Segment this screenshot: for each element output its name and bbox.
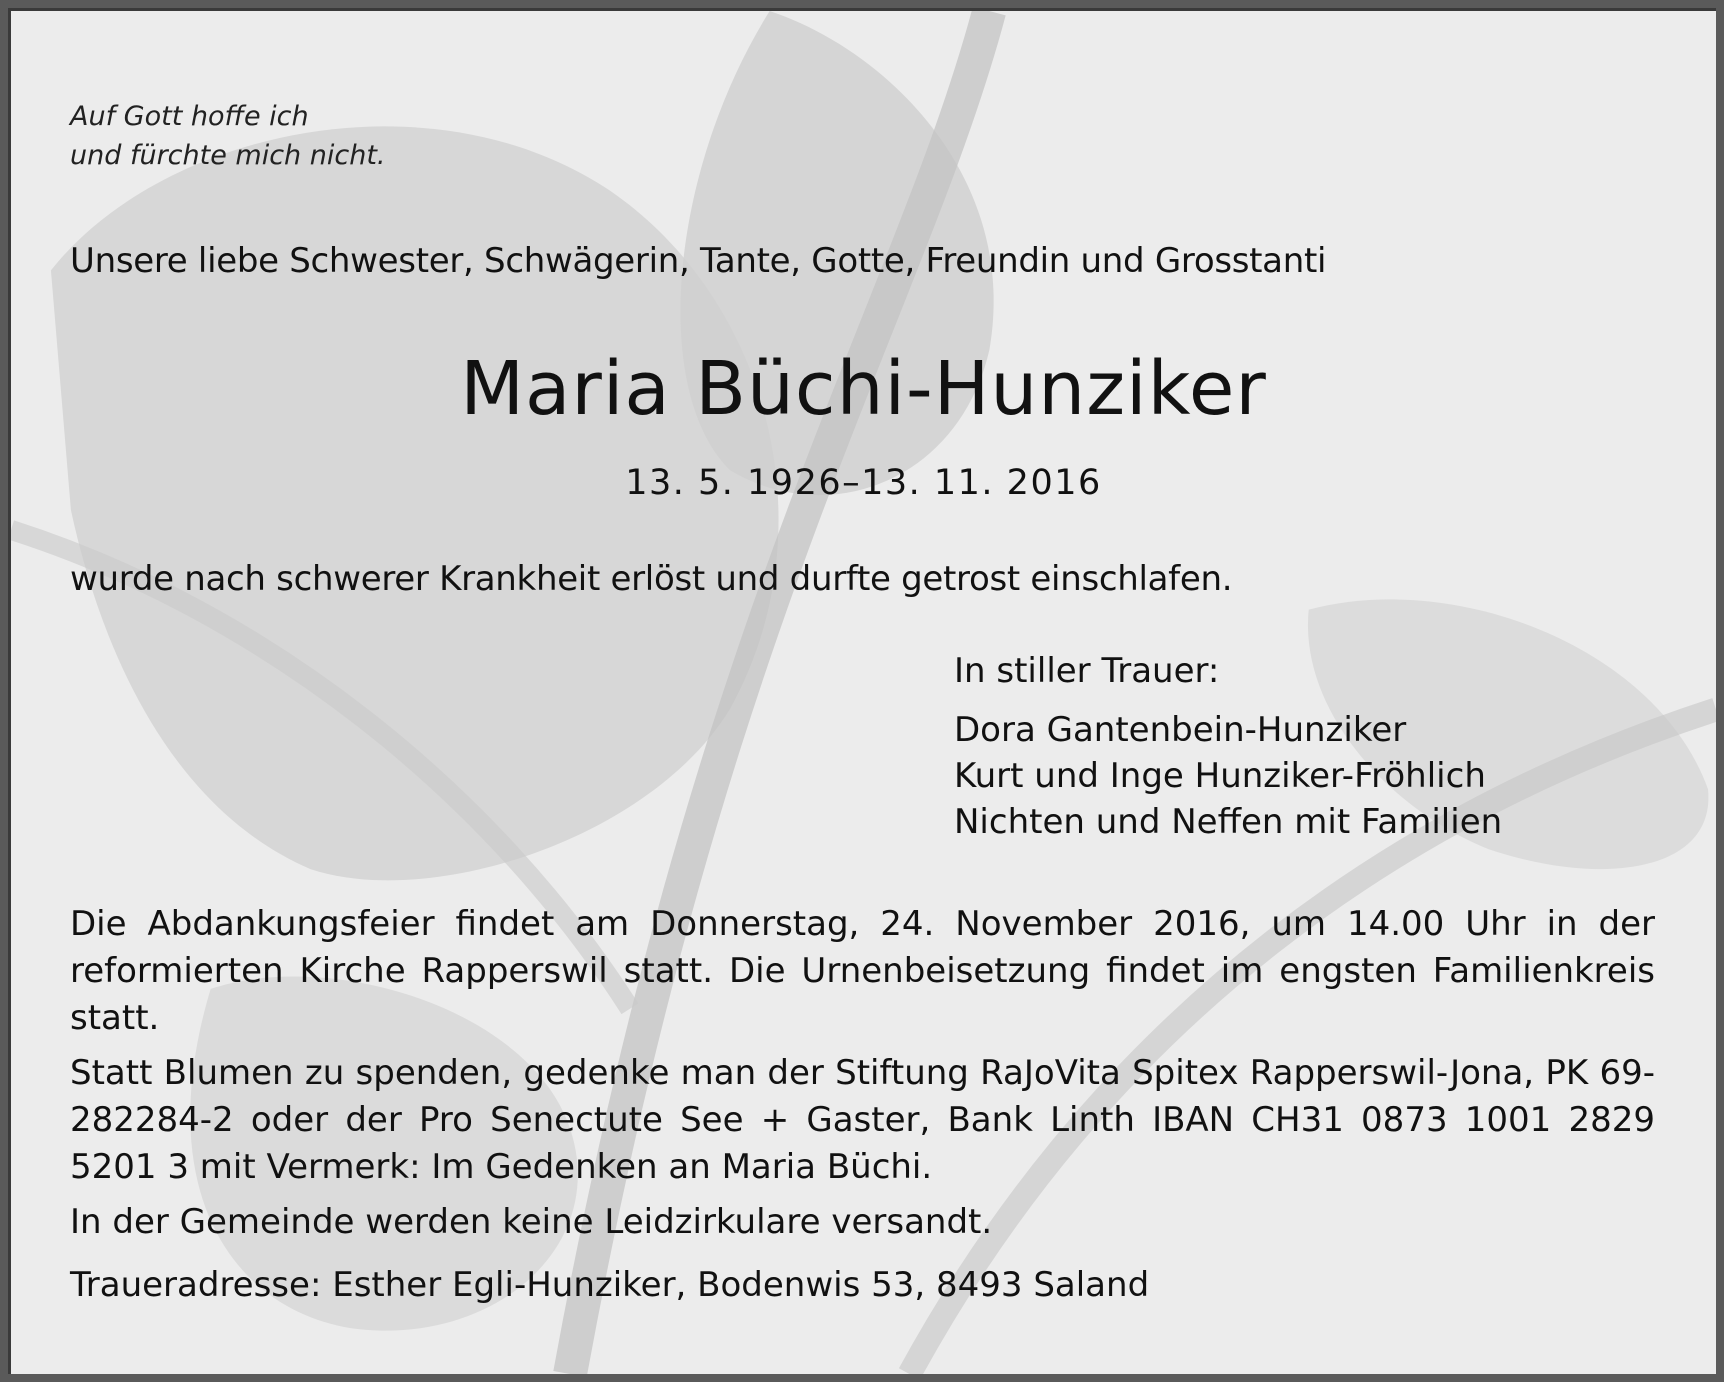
motto-verse — [70, 97, 385, 175]
obituary-notice — [8, 8, 1716, 1374]
mourners-block — [954, 651, 1502, 845]
intro-text: Unsere liebe Schwester, Schwägerin, Tante, Gotte, Freundin und Grosstanti — [70, 241, 1327, 281]
mourning-address: Traueradresse: Esther Egli-Hunziker, Bodenwis 53, 8493 Saland — [70, 1265, 1150, 1305]
mourner-line: Dora Gantenbein-Hunziker — [954, 710, 1407, 750]
mourners-heading: In stiller Trauer: — [954, 651, 1220, 691]
mourner-line: Kurt und Inge Hunziker-Fröhlich — [954, 756, 1486, 796]
passing-statement: wurde nach schwerer Krankheit erlöst und durfte getrost einschlafen. — [70, 559, 1233, 599]
mourner-line: Nichten und Neffen mit Familien — [954, 802, 1503, 842]
donation-paragraph: Statt Blumen zu spenden, gedenke man der Stiftung RaJoVita Spitex Rapperswil-Jona, PK 69-282284-2 oder der Pro Senectute See + Gaster, Bank Linth IBAN CH31 0873 1001 2829 5201 3 mit Vermerk: Im Gedenken an Maria Büchi. — [70, 1053, 1655, 1187]
details-text — [70, 901, 1655, 1317]
ceremony-paragraph: Die Abdankungsfeier findet am Donnerstag, 24. November 2016, um 14.00 Uhr in der reformierten Kirche Rapperswil statt. Die Urnenbeisetzung findet im engsten Familienkreis statt. — [70, 904, 1655, 1038]
circular-paragraph: In der Gemeinde werden keine Leidzirkulare versandt. — [70, 1202, 993, 1242]
life-dates: 13. 5. 1926–13. 11. 2016 — [625, 463, 1102, 503]
deceased-name: Maria Büchi-Hunziker — [460, 346, 1267, 432]
motto-line: und fürchte mich nicht. — [70, 140, 386, 171]
motto-line: Auf Gott hoffe ich — [70, 101, 309, 132]
